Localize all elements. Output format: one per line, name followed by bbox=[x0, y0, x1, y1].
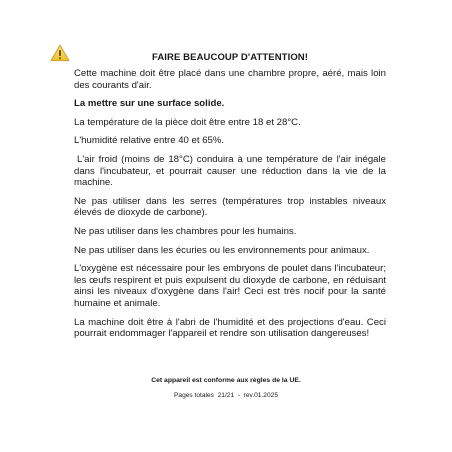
paragraph-solid-surface: La mettre sur une surface solide. bbox=[74, 98, 225, 110]
paragraph-temperature: La température de la pièce doit être entre 18 et 28°C. bbox=[74, 116, 301, 128]
conformity-note: Cet appareil est conforme aux règles de la UE. bbox=[151, 377, 301, 384]
paragraph-moisture: La machine doit être à l'abri de l'humidité et des projections d'eau. Ceci pourrait endommager l'appareil et rendre son utilisation dangereuses! bbox=[74, 316, 386, 340]
warning-icon bbox=[50, 44, 70, 62]
instructions-body bbox=[74, 68, 386, 347]
paragraph-bedrooms: Ne pas utiliser dans les chambres pour les humains. bbox=[74, 225, 297, 237]
page-number: Pages totales 21/21 - rev.01.2025 bbox=[174, 392, 278, 399]
paragraph-greenhouses: Ne pas utiliser dans les serres (températures trop instables niveaux élevés de dioxyde de carbone). bbox=[74, 195, 386, 219]
paragraph-oxygen: L'oxygène est nécessaire pour les embryons de poulet dans l'incubateur; les œufs respirent et puis expulsent du dioxyde de carbone, en réduisant ainsi les niveaux d'oxygène dans l'air! Ceci est très nocif pour la santé humaine et animale. bbox=[74, 263, 386, 309]
paragraph-cold-air: L'air froid (moins de 18°C) conduira à une température de l'air inégale dans l'incubateur, et pourrait causer une réduction dans la vie de la machine. bbox=[74, 153, 386, 189]
page-title: FAIRE BEAUCOUP D'ATTENTION! bbox=[151, 52, 309, 63]
paragraph-humidity: L'humidité relative entre 40 et 65%. bbox=[74, 135, 225, 147]
paragraph-stables: Ne pas utiliser dans les écuries ou les environnements pour animaux. bbox=[74, 244, 370, 256]
paragraph-placement: Cette machine doit être placé dans une chambre propre, aéré, mais loin des courants d'air. bbox=[74, 68, 386, 91]
